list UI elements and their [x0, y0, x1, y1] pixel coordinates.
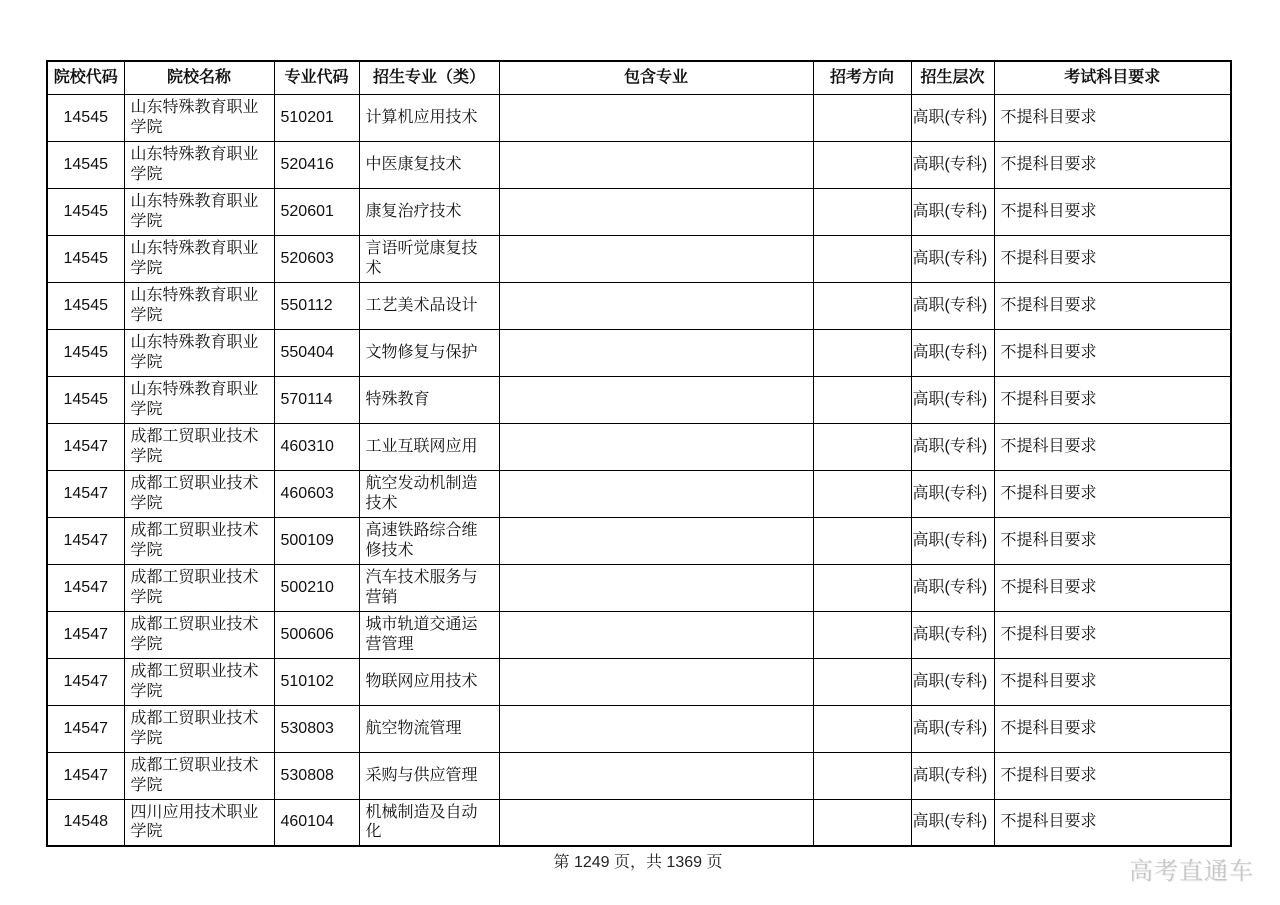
- exam-direction-cell: [813, 611, 911, 658]
- exam-direction-cell: [813, 423, 911, 470]
- major-code-cell: 570114: [274, 376, 359, 423]
- college-code-cell: 14545: [47, 94, 124, 141]
- header-major: 招生专业（类）: [359, 61, 499, 94]
- header-row: [47, 61, 1231, 94]
- table-row: [47, 329, 1231, 376]
- included-majors-cell: [499, 282, 813, 329]
- major-cell: 航空发动机制造技术: [359, 470, 499, 517]
- subject-requirements-cell: 不提科目要求: [994, 470, 1231, 517]
- college-code-cell: 14547: [47, 423, 124, 470]
- major-cell: 物联网应用技术: [359, 658, 499, 705]
- table-body: [47, 94, 1231, 846]
- level-cell: 高职(专科): [911, 282, 994, 329]
- college-code-cell: 14547: [47, 658, 124, 705]
- table-row: [47, 94, 1231, 141]
- college-code-cell: 14547: [47, 752, 124, 799]
- college-name-cell: 成都工贸职业技术学院: [124, 611, 274, 658]
- subject-requirements-cell: 不提科目要求: [994, 423, 1231, 470]
- college-name-cell: 山东特殊教育职业学院: [124, 141, 274, 188]
- subject-requirements-cell: 不提科目要求: [994, 188, 1231, 235]
- college-name-cell: 成都工贸职业技术学院: [124, 517, 274, 564]
- major-cell: 特殊教育: [359, 376, 499, 423]
- table-row: [47, 658, 1231, 705]
- college-name-cell: 山东特殊教育职业学院: [124, 376, 274, 423]
- included-majors-cell: [499, 141, 813, 188]
- exam-direction-cell: [813, 752, 911, 799]
- level-cell: 高职(专科): [911, 470, 994, 517]
- exam-direction-cell: [813, 282, 911, 329]
- exam-direction-cell: [813, 235, 911, 282]
- exam-direction-cell: [813, 188, 911, 235]
- subject-requirements-cell: 不提科目要求: [994, 94, 1231, 141]
- table-row: [47, 611, 1231, 658]
- subject-requirements-cell: 不提科目要求: [994, 611, 1231, 658]
- major-code-cell: 550404: [274, 329, 359, 376]
- header-college-code: 院校代码: [47, 61, 124, 94]
- major-code-cell: 500606: [274, 611, 359, 658]
- exam-direction-cell: [813, 329, 911, 376]
- page-number-info: 第 1249 页，共 1369 页: [553, 854, 723, 871]
- college-code-cell: 14547: [47, 517, 124, 564]
- major-code-cell: 520601: [274, 188, 359, 235]
- major-cell: 计算机应用技术: [359, 94, 499, 141]
- subject-requirements-cell: 不提科目要求: [994, 517, 1231, 564]
- table-row: [47, 376, 1231, 423]
- college-code-cell: 14547: [47, 564, 124, 611]
- college-name-cell: 山东特殊教育职业学院: [124, 282, 274, 329]
- major-code-cell: 500109: [274, 517, 359, 564]
- subject-requirements-cell: 不提科目要求: [994, 282, 1231, 329]
- major-cell: 城市轨道交通运营管理: [359, 611, 499, 658]
- table-row: [47, 752, 1231, 799]
- level-cell: 高职(专科): [911, 235, 994, 282]
- level-cell: 高职(专科): [911, 564, 994, 611]
- college-name-cell: 成都工贸职业技术学院: [124, 423, 274, 470]
- major-cell: 康复治疗技术: [359, 188, 499, 235]
- college-code-cell: 14545: [47, 141, 124, 188]
- table-row: [47, 188, 1231, 235]
- exam-direction-cell: [813, 799, 911, 846]
- major-code-cell: 510201: [274, 94, 359, 141]
- level-cell: 高职(专科): [911, 329, 994, 376]
- level-cell: 高职(专科): [911, 188, 994, 235]
- major-cell: 中医康复技术: [359, 141, 499, 188]
- subject-requirements-cell: 不提科目要求: [994, 235, 1231, 282]
- included-majors-cell: [499, 799, 813, 846]
- major-cell: 航空物流管理: [359, 705, 499, 752]
- exam-direction-cell: [813, 470, 911, 517]
- table-row: [47, 705, 1231, 752]
- level-cell: 高职(专科): [911, 423, 994, 470]
- level-cell: 高职(专科): [911, 141, 994, 188]
- major-cell: 工艺美术品设计: [359, 282, 499, 329]
- header-level: 招生层次: [911, 61, 994, 94]
- included-majors-cell: [499, 752, 813, 799]
- exam-direction-cell: [813, 141, 911, 188]
- exam-direction-cell: [813, 517, 911, 564]
- included-majors-cell: [499, 564, 813, 611]
- college-code-cell: 14548: [47, 799, 124, 846]
- major-code-cell: 520416: [274, 141, 359, 188]
- table-row: [47, 282, 1231, 329]
- subject-requirements-cell: 不提科目要求: [994, 658, 1231, 705]
- major-cell: 高速铁路综合维修技术: [359, 517, 499, 564]
- subject-requirements-cell: 不提科目要求: [994, 752, 1231, 799]
- subject-requirements-cell: 不提科目要求: [994, 329, 1231, 376]
- level-cell: 高职(专科): [911, 752, 994, 799]
- college-code-cell: 14547: [47, 611, 124, 658]
- exam-direction-cell: [813, 658, 911, 705]
- table-row: [47, 517, 1231, 564]
- major-code-cell: 550112: [274, 282, 359, 329]
- major-cell: 工业互联网应用: [359, 423, 499, 470]
- major-cell: 文物修复与保护: [359, 329, 499, 376]
- subject-requirements-cell: 不提科目要求: [994, 799, 1231, 846]
- admissions-table: [46, 60, 1232, 847]
- watermark-text: 高考直通车: [1129, 858, 1254, 885]
- college-name-cell: 成都工贸职业技术学院: [124, 658, 274, 705]
- college-name-cell: 成都工贸职业技术学院: [124, 564, 274, 611]
- level-cell: 高职(专科): [911, 611, 994, 658]
- subject-requirements-cell: 不提科目要求: [994, 141, 1231, 188]
- included-majors-cell: [499, 423, 813, 470]
- major-code-cell: 500210: [274, 564, 359, 611]
- included-majors-cell: [499, 329, 813, 376]
- level-cell: 高职(专科): [911, 705, 994, 752]
- college-name-cell: 成都工贸职业技术学院: [124, 752, 274, 799]
- exam-direction-cell: [813, 376, 911, 423]
- college-name-cell: 成都工贸职业技术学院: [124, 705, 274, 752]
- exam-direction-cell: [813, 94, 911, 141]
- included-majors-cell: [499, 611, 813, 658]
- level-cell: 高职(专科): [911, 517, 994, 564]
- table-row: [47, 423, 1231, 470]
- level-cell: 高职(专科): [911, 799, 994, 846]
- level-cell: 高职(专科): [911, 94, 994, 141]
- major-cell: 汽车技术服务与营销: [359, 564, 499, 611]
- major-code-cell: 520603: [274, 235, 359, 282]
- table-row: [47, 470, 1231, 517]
- major-code-cell: 530808: [274, 752, 359, 799]
- college-code-cell: 14545: [47, 235, 124, 282]
- college-name-cell: 山东特殊教育职业学院: [124, 235, 274, 282]
- college-name-cell: 成都工贸职业技术学院: [124, 470, 274, 517]
- college-name-cell: 山东特殊教育职业学院: [124, 94, 274, 141]
- level-cell: 高职(专科): [911, 376, 994, 423]
- subject-requirements-cell: 不提科目要求: [994, 376, 1231, 423]
- included-majors-cell: [499, 235, 813, 282]
- exam-direction-cell: [813, 564, 911, 611]
- college-code-cell: 14547: [47, 470, 124, 517]
- college-code-cell: 14545: [47, 282, 124, 329]
- major-code-cell: 530803: [274, 705, 359, 752]
- table-row: [47, 564, 1231, 611]
- header-exam-direction: 招考方向: [813, 61, 911, 94]
- subject-requirements-cell: 不提科目要求: [994, 705, 1231, 752]
- college-name-cell: 山东特殊教育职业学院: [124, 329, 274, 376]
- included-majors-cell: [499, 188, 813, 235]
- included-majors-cell: [499, 705, 813, 752]
- included-majors-cell: [499, 376, 813, 423]
- college-code-cell: 14545: [47, 188, 124, 235]
- table-row: [47, 141, 1231, 188]
- table-row: [47, 235, 1231, 282]
- header-subject-requirements: 考试科目要求: [994, 61, 1231, 94]
- header-major-code: 专业代码: [274, 61, 359, 94]
- included-majors-cell: [499, 658, 813, 705]
- college-code-cell: 14547: [47, 705, 124, 752]
- major-code-cell: 460603: [274, 470, 359, 517]
- major-code-cell: 460310: [274, 423, 359, 470]
- college-name-cell: 山东特殊教育职业学院: [124, 188, 274, 235]
- subject-requirements-cell: 不提科目要求: [994, 564, 1231, 611]
- included-majors-cell: [499, 517, 813, 564]
- included-majors-cell: [499, 94, 813, 141]
- table-header: [47, 61, 1231, 94]
- college-code-cell: 14545: [47, 329, 124, 376]
- level-cell: 高职(专科): [911, 658, 994, 705]
- header-college-name: 院校名称: [124, 61, 274, 94]
- included-majors-cell: [499, 470, 813, 517]
- header-included-majors: 包含专业: [499, 61, 813, 94]
- table-row: [47, 799, 1231, 846]
- exam-direction-cell: [813, 705, 911, 752]
- major-code-cell: 510102: [274, 658, 359, 705]
- college-name-cell: 四川应用技术职业学院: [124, 799, 274, 846]
- major-cell: 机械制造及自动化: [359, 799, 499, 846]
- major-code-cell: 460104: [274, 799, 359, 846]
- major-cell: 采购与供应管理: [359, 752, 499, 799]
- college-code-cell: 14545: [47, 376, 124, 423]
- major-cell: 言语听觉康复技术: [359, 235, 499, 282]
